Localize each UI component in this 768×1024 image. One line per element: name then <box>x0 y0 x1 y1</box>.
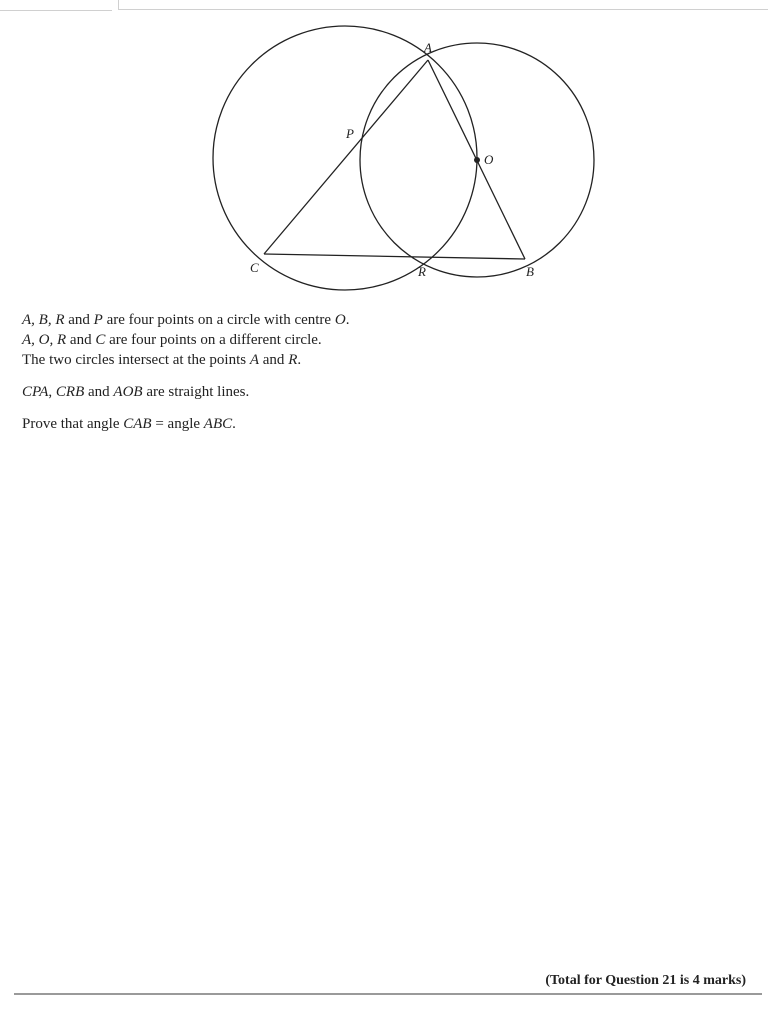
label-c: C <box>250 260 259 275</box>
line-cpa <box>264 60 428 254</box>
statement-different-circle: A, O, R and C are four points on a different circle. <box>22 332 322 348</box>
line-crb <box>264 254 525 259</box>
statement-prove: Prove that angle CAB = angle ABC. <box>22 416 236 432</box>
circle-geometry-diagram <box>0 0 768 300</box>
statement-circle-centre-o: A, B, R and P are four points on a circle with centre O. <box>22 312 350 328</box>
statement-straight-lines: CPA, CRB and AOB are straight lines. <box>22 384 250 400</box>
label-r: R <box>418 264 426 279</box>
question-total-marks: (Total for Question 21 is 4 marks) <box>545 973 746 988</box>
footer-rule <box>14 993 762 995</box>
label-o: O <box>484 152 494 167</box>
centre-point-o <box>474 157 480 163</box>
label-b: B <box>526 264 534 279</box>
question-text <box>22 310 742 434</box>
label-p: P <box>346 126 354 141</box>
statement-intersection: The two circles intersect at the points A and R. <box>22 352 302 368</box>
label-a: A <box>424 40 432 55</box>
